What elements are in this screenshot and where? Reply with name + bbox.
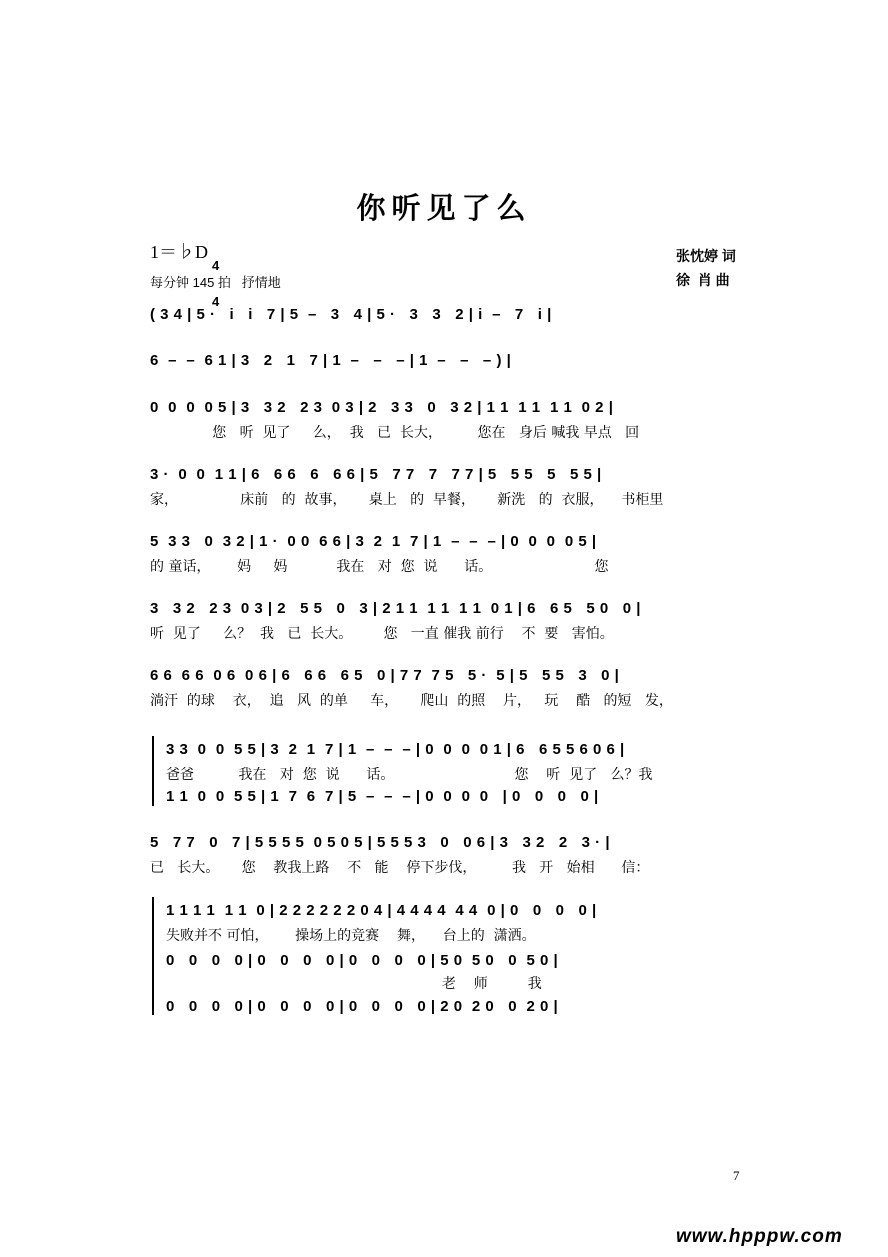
score-line-1: ( 3 4 | 5 · i i 7 | 5 – 3 4 | 5 · 3 3 2 | i – 7 i | (150, 306, 552, 323)
composer-credit: 徐 肖 曲 (676, 272, 730, 288)
score-line-10-middle: 0 0 0 0 | 0 0 0 0 | 0 0 0 0 | 5 0 5 0 0 5 0 | (166, 952, 559, 969)
lyric-line-10: 失败并不 可怕， 操场上的竞赛 舞， 台上的 潇洒。 (166, 928, 536, 944)
lyric-line-10-middle: 老 师 我 (166, 976, 542, 992)
score-line-3: 0 0 0 0 5 | 3 3 2 2 3 0 3 | 2 3 3 0 3 2 | 1 1 1 1 1 1 0 2 | (150, 399, 614, 416)
score-line-10-upper: 1 1 1 1 1 1 0 | 2 2 2 2 2 2 0 4 | 4 4 4 4 4 4 0 | 0 0 0 0 | (166, 902, 597, 919)
lyric-line-6: 听 见了 么？ 我 已 长大。 您 一直 催我 前行 不 要 害怕。 (150, 626, 614, 642)
lyric-line-3: 您 听 见了 么， 我 已 长大， 您在 身后 喊我 早点 回 (150, 425, 640, 441)
page-number: 7 (733, 1168, 740, 1183)
score-line-7: 6 6 6 6 0 6 0 6 | 6 6 6 6 5 0 | 7 7 7 5 5 · 5 | 5 5 5 3 0 | (150, 667, 620, 684)
score-line-6: 3 3 2 2 3 0 3 | 2 5 5 0 3 | 2 1 1 1 1 1 1 0 1 | 6 6 5 5 0 0 | (150, 600, 641, 617)
time-sig-bottom: 4 (212, 294, 220, 309)
system-brace-8 (152, 736, 154, 806)
lyric-line-7: 淌汗 的球 衣， 追 风 的单 车， 爬山 的照 片， 玩 酷 的短 发， (150, 693, 673, 709)
score-line-4: 3 · 0 0 1 1 | 6 6 6 6 6 6 | 5 7 7 7 7 7 | 5 5 5 5 5 5 | (150, 466, 602, 483)
score-line-10-lower: 0 0 0 0 | 0 0 0 0 | 0 0 0 0 | 2 0 2 0 0 2 0 | (166, 998, 559, 1015)
lyric-line-5: 的 童话， 妈 妈 我在 对 您 说 话。 您 (150, 559, 609, 575)
score-line-8-upper: 3 3 0 0 5 5 | 3 2 1 7 | 1 – – – | 0 0 0 0 1 | 6 6 5 5 6 0 6 | (166, 741, 625, 758)
time-sig-top: 4 (212, 258, 220, 273)
score-line-2: 6 – – 6 1 | 3 2 1 7 | 1 – – – | 1 – – – ) | (150, 352, 512, 369)
site-watermark: www.hpppw.com (676, 1226, 843, 1247)
lyric-line-9: 已 长大。 您 教我上路 不 能 停下步伐， 我 开 始相 信： (150, 860, 650, 876)
lyric-line-4: 家， 床前 的 故事， 桌上 的 早餐， 新洗 的 衣服， 书柜里 (150, 492, 664, 508)
page-title: 你听见了么 (356, 191, 532, 225)
score-line-9: 5 7 7 0 7 | 5 5 5 5 0 5 0 5 | 5 5 5 3 0 0 6 | 3 3 2 2 3 · | (150, 834, 611, 851)
system-brace-10 (152, 897, 154, 1015)
lyric-line-8: 爸爸 我在 对 您 说 话。 您 听 见了 么？我 (166, 767, 653, 783)
lyricist-credit: 张忱婷 词 (676, 248, 736, 264)
tempo-marking: 每分钟 145 拍 抒情地 (150, 275, 281, 290)
score-line-5: 5 3 3 0 3 2 | 1 · 0 0 6 6 | 3 2 1 7 | 1 – – – | 0 0 0 0 5 | (150, 533, 597, 550)
key-signature: 1＝♭D (150, 242, 208, 262)
score-line-8-lower: 1 1 0 0 5 5 | 1 7 6 7 | 5 – – – | 0 0 0 0 | 0 0 0 0 | (166, 788, 599, 805)
